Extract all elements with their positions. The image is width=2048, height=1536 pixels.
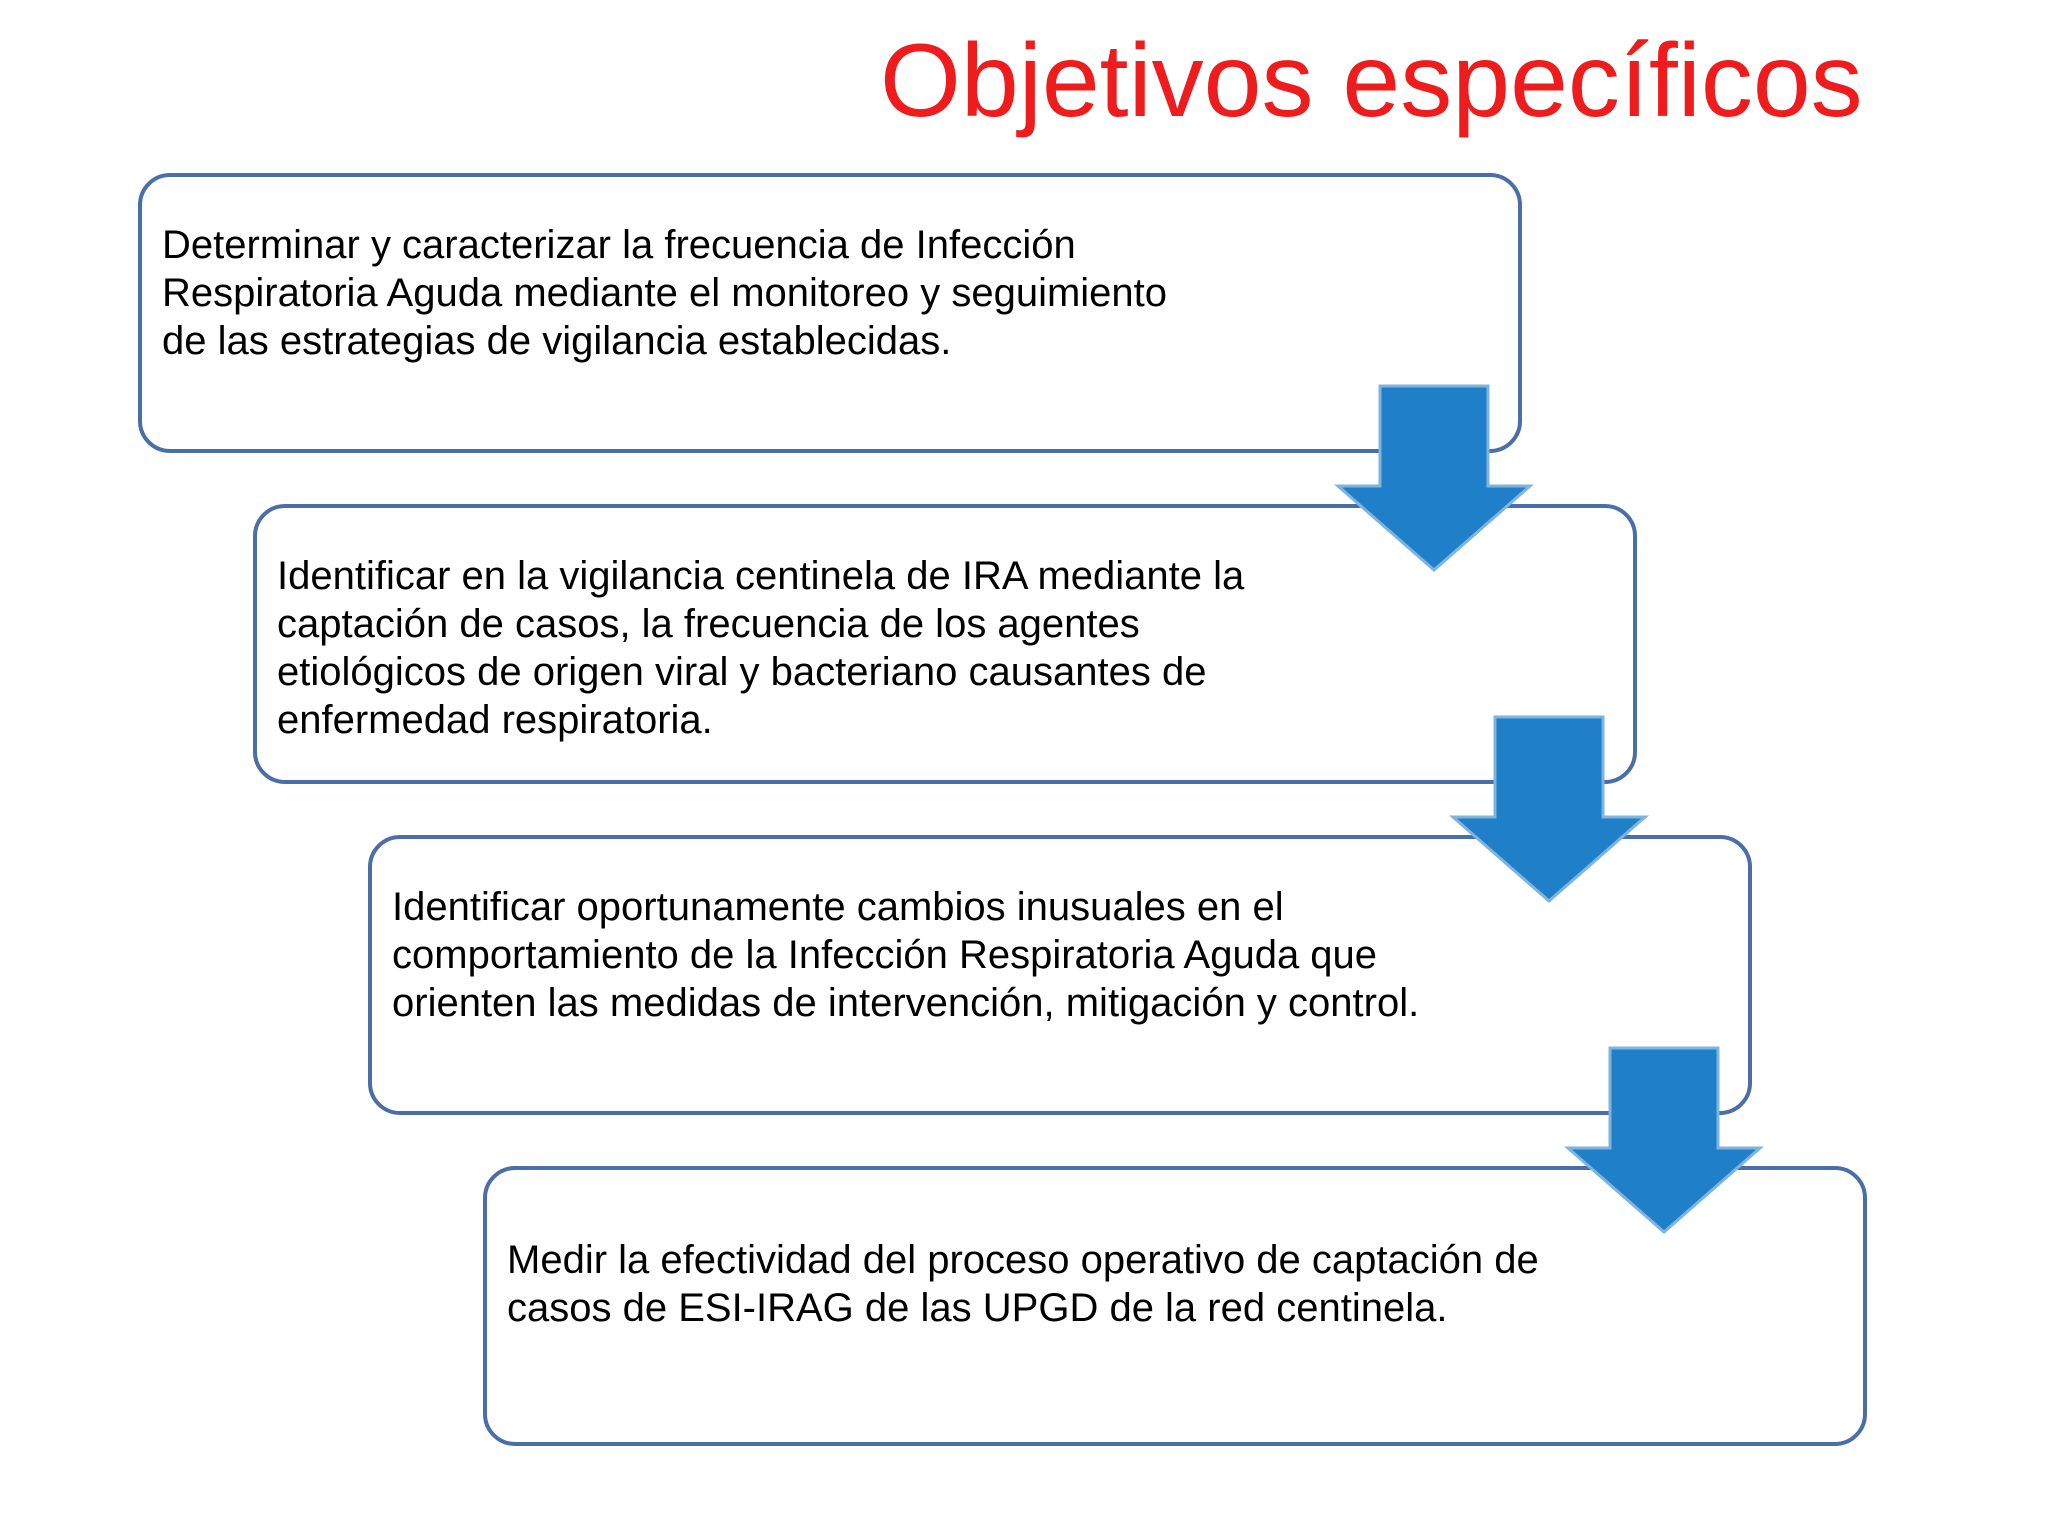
- arrow-down-icon: [1334, 384, 1534, 574]
- arrow-down-icon: [1564, 1046, 1764, 1236]
- arrow-down-icon: [1449, 715, 1649, 905]
- objective-text-3: Identificar oportunamente cambios inusuales en el comportamiento de la Infección Respiratoria Aguda que orienten las medidas de intervención, mitigación y control.: [392, 885, 1420, 1025]
- objective-text-2: Identificar en la vigilancia centinela de IRA mediante la captación de casos, la frecuencia de los agentes etiológicos de origen viral y bacteriano causantes de enfermedad respiratoria.: [277, 554, 1245, 742]
- objective-text-4: Medir la efectividad del proceso operativo de captación de casos de ESI-IRAG de las UPGD de la red centinela.: [507, 1238, 1539, 1330]
- objective-box-1: [138, 173, 1522, 453]
- slide-title: Objetivos específicos: [880, 23, 1863, 139]
- objective-text-1: Determinar y caracterizar la frecuencia de Infección Respiratoria Aguda mediante el monitoreo y seguimiento de las estrategias de vigilancia establecidas.: [162, 223, 1168, 363]
